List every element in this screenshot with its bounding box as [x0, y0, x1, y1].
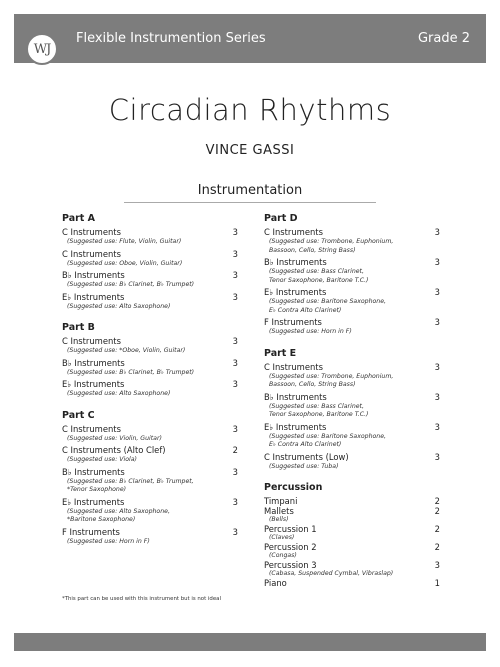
composer-name: VINCE GASSI	[205, 143, 295, 158]
part-count: 3	[434, 287, 440, 297]
instrument-name: C Instruments	[62, 248, 121, 259]
part-count: 3	[434, 361, 440, 372]
suggested-use-note: (Suggested use: Bass Clarinet, Tenor Saxophone, Baritone T.C.)	[269, 402, 369, 418]
suggested-use-note: (Suggested use: B♭ Clarinet, B♭ Trumpet)	[67, 281, 195, 288]
part-count: 2	[434, 542, 440, 552]
instrument-name: C Instruments	[62, 423, 121, 434]
part-count: 1	[434, 578, 440, 588]
instrument-entry	[62, 467, 238, 495]
instrument-name: F Instruments	[62, 526, 120, 537]
part-count: 3	[232, 466, 238, 477]
suggested-use-note: (Suggested use: Baritone Saxophone, E♭ Contra Alto Clarinet)	[269, 432, 386, 448]
part-count: 3	[434, 391, 440, 402]
part-title: Part C	[62, 409, 95, 421]
suggested-use-note: (Suggested use: Horn in F)	[269, 328, 352, 335]
right-parts	[264, 212, 440, 471]
part-count: 3	[232, 270, 238, 280]
part-count: 3	[232, 291, 238, 302]
part-count: 3	[232, 227, 238, 237]
part-section	[62, 409, 238, 547]
suggested-use-note: (Suggested use: B♭ Clarinet, B♭ Trumpet, *Tenor Saxophone)	[67, 477, 194, 493]
suggested-use-note: (Suggested use: Flute, Violin, Guitar)	[67, 238, 182, 245]
instrument-entry	[264, 227, 440, 255]
suggested-use-note: (Suggested use: Alto Saxophone, *Baritone Saxophone)	[67, 507, 170, 523]
instrument-entry	[264, 392, 440, 420]
percussion-section	[264, 481, 440, 588]
part-count: 3	[232, 357, 238, 368]
instrument-name: Mallets	[264, 506, 294, 516]
instrument-entry	[62, 497, 238, 525]
publisher-logo: WJ	[26, 33, 58, 65]
instrument-name: Piano	[264, 578, 287, 588]
instrument-name: F Instruments	[264, 317, 322, 327]
footer-bar	[14, 633, 486, 651]
instrument-entry	[62, 249, 238, 269]
instrument-name: Percussion 1	[264, 524, 317, 534]
suggested-use-note: (Suggested use: Alto Saxophone)	[67, 302, 171, 310]
suggested-use-note: (Suggested use: Oboe, Violin, Guitar)	[67, 259, 183, 267]
part-count: 3	[434, 421, 440, 432]
instrument-name: E♭ Instruments	[62, 379, 125, 389]
suggested-use-note: (Suggested use: B♭ Clarinet, B♭ Trumpet)	[67, 368, 195, 376]
part-count: 3	[232, 496, 238, 507]
suggested-use-note: (Suggested use: Bass Clarinet, Tenor Saxophone, Baritone T.C.)	[269, 268, 369, 284]
instrument-name: C Instruments	[62, 227, 121, 237]
part-count: 3	[434, 451, 440, 462]
suggested-use-note: (Cabasa, Suspended Cymbal, Vibraslap)	[269, 570, 394, 577]
footnote: *This part can be used with this instrument but is not ideal	[62, 596, 221, 602]
part-section	[264, 347, 440, 472]
instrument-name: B♭ Instruments	[62, 466, 125, 477]
percussion-entry	[264, 542, 440, 560]
instrument-name: Percussion 2	[264, 542, 317, 552]
suggested-use-note: (Bells)	[269, 516, 289, 523]
part-count: 3	[434, 317, 440, 327]
instrument-name: C Instruments	[62, 336, 121, 346]
piece-title: Circadian Rhythms	[108, 93, 392, 127]
percussion-entry	[264, 560, 440, 578]
instrument-entry	[62, 227, 238, 247]
part-count: 3	[232, 526, 238, 537]
suggested-use-note: (Suggested use: *Oboe, Violin, Guitar)	[67, 347, 186, 354]
instrument-entry	[62, 424, 238, 444]
suggested-use-note: (Suggested use: Horn in F)	[67, 537, 150, 545]
percussion-entry	[264, 578, 440, 588]
instrument-entry	[62, 527, 238, 547]
instrument-entry	[62, 292, 238, 312]
instrument-name: C Instruments	[264, 227, 323, 237]
instrument-name: B♭ Instruments	[62, 357, 125, 368]
instrument-name: C Instruments (Low)	[264, 451, 349, 462]
instrument-name: E♭ Instruments	[264, 287, 327, 297]
part-count: 3	[232, 423, 238, 434]
instrument-name: Timpani	[264, 496, 298, 506]
instrument-name: Percussion 3	[264, 560, 317, 570]
suggested-use-note: (Congas)	[269, 552, 297, 559]
percussion-entry	[264, 496, 440, 506]
instrument-entry	[62, 336, 238, 356]
part-count: 2	[434, 524, 440, 534]
instrument-entry	[264, 317, 440, 337]
instrument-name: B♭ Instruments	[264, 391, 327, 402]
instrument-entry	[62, 358, 238, 378]
part-count: 3	[434, 257, 440, 267]
heading-divider	[124, 202, 376, 203]
part-count: 2	[232, 445, 238, 455]
instrument-entry	[264, 287, 440, 315]
part-count: 3	[232, 379, 238, 389]
instrument-entry	[264, 452, 440, 472]
suggested-use-note: (Suggested use: Baritone Saxophone, E♭ Contra Alto Clarinet)	[269, 298, 386, 314]
part-count: 3	[434, 227, 440, 237]
suggested-use-note: (Suggested use: Tuba)	[269, 462, 339, 470]
instrument-name: C Instruments (Alto Clef)	[62, 445, 166, 455]
instrument-entry	[264, 362, 440, 390]
instrument-name: E♭ Instruments	[264, 421, 327, 432]
percussion-title: Percussion	[264, 482, 323, 493]
grade-label: Grade 2	[417, 31, 470, 46]
part-count: 3	[434, 560, 440, 570]
percussion-list	[264, 496, 440, 588]
suggested-use-note: (Suggested use: Trombone, Euphonium, Bassoon, Cello, String Bass)	[269, 238, 394, 254]
series-name: Flexible Instrumention Series	[76, 31, 266, 46]
instrument-name: B♭ Instruments	[62, 270, 125, 280]
instrument-entry	[62, 270, 238, 290]
part-title: Part B	[62, 322, 95, 333]
part-title: Part A	[62, 213, 96, 224]
suggested-use-note: (Suggested use: Trombone, Euphonium, Bassoon, Cello, String Bass)	[269, 372, 394, 388]
part-count: 3	[232, 336, 238, 346]
part-title: Part E	[264, 347, 297, 359]
instrument-name: E♭ Instruments	[62, 291, 125, 302]
suggested-use-note: (Suggested use: Violin, Guitar)	[67, 434, 162, 442]
part-count: 2	[434, 496, 440, 506]
instrument-entry	[62, 445, 238, 465]
percussion-entry	[264, 506, 440, 524]
instrument-name: C Instruments	[264, 361, 323, 372]
right-column	[264, 212, 440, 598]
instrument-entry	[264, 257, 440, 285]
suggested-use-note: (Suggested use: Alto Saxophone)	[67, 390, 171, 397]
part-count: 3	[232, 248, 238, 259]
instrument-name: E♭ Instruments	[62, 496, 125, 507]
left-column	[62, 212, 238, 556]
part-count: 2	[434, 506, 440, 516]
part-section	[62, 321, 238, 399]
percussion-entry	[264, 524, 440, 542]
part-title: Part D	[264, 213, 298, 224]
instrument-entry	[62, 379, 238, 399]
part-section	[264, 212, 440, 337]
instrumentation-heading: Instrumentation	[197, 183, 303, 198]
instrument-name: B♭ Instruments	[264, 257, 327, 267]
instrument-entry	[264, 422, 440, 450]
part-section	[62, 212, 238, 311]
suggested-use-note: (Suggested use: Viola)	[67, 456, 137, 463]
suggested-use-note: (Claves)	[269, 534, 295, 541]
